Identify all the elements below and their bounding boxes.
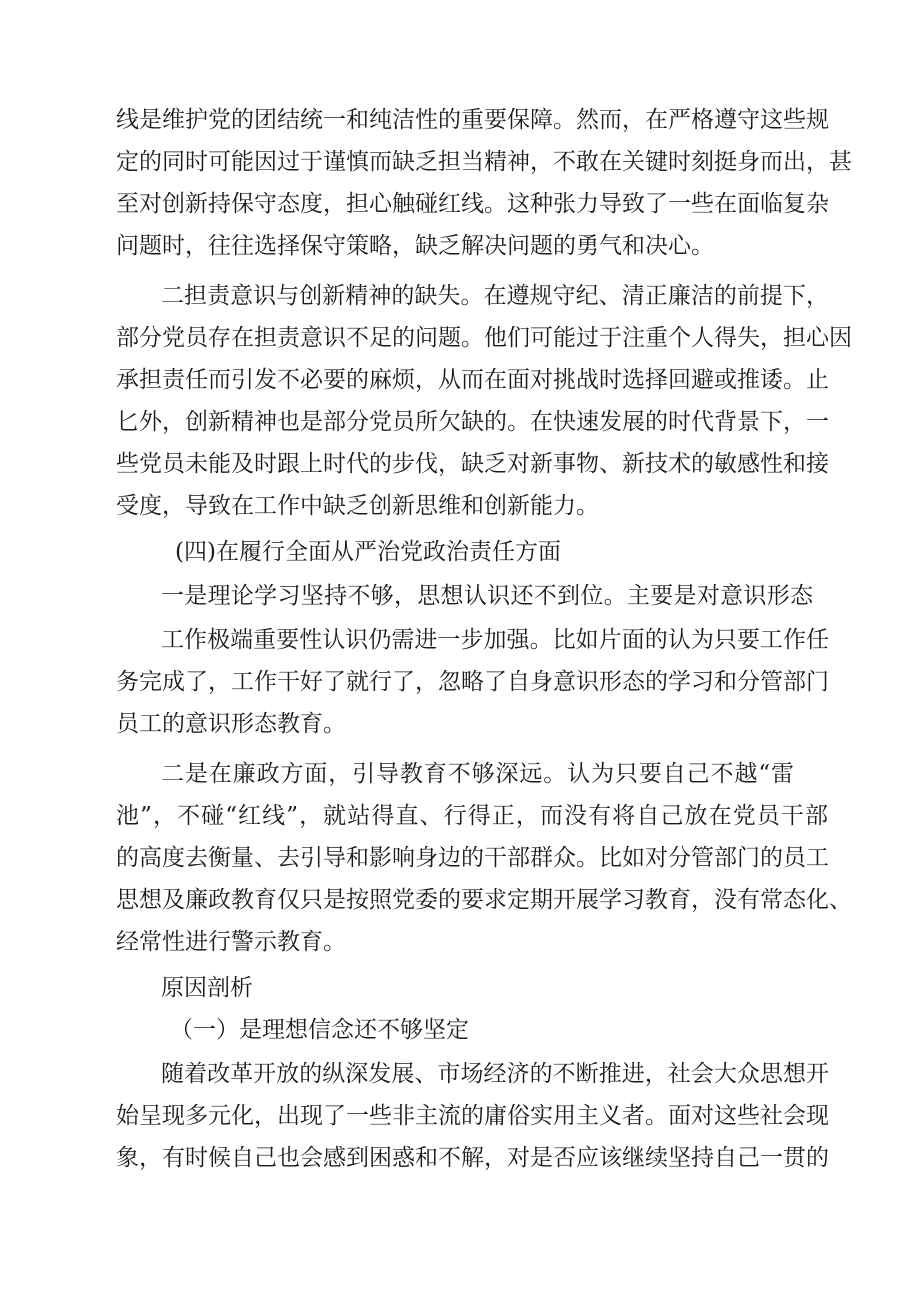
text-line: 一是理论学习坚持不够，思想认识还不到位。主要是对意识形态 xyxy=(161,583,813,609)
section-heading: (四)在履行全面从严治党政治责任方面 xyxy=(175,539,561,565)
text-line: 员工的意识形态教育。 xyxy=(116,711,346,737)
text-line: 务完成了，工作干好了就行了，忽略了自身意识形态的学习和分管部门 xyxy=(116,669,829,695)
text-line: 些党员未能及时跟上时代的步伐，缺乏对新事物、新技术的敏感性和接 xyxy=(116,451,829,477)
text-line: 池”，不碰“红线”，就站得直、行得正，而没有将自己放在党员干部 xyxy=(116,803,828,829)
text-line: 思想及廉政教育仅只是按照党委的要求定期开展学习教育，没有常态化、 xyxy=(116,887,852,913)
text-line: 始呈现多元化，出现了一些非主流的庸俗实用主义者。面对这些社会现 xyxy=(116,1103,829,1129)
text-line: 工作极端重要性认识仍需进一步加强。比如片面的认为只要工作任 xyxy=(161,627,829,653)
text-line: 问题时，往往选择保守策略，缺乏解决问题的勇气和决心。 xyxy=(116,233,714,259)
text-line: 至对创新持保守态度，担心触碰红线。这种张力导致了一些在面临复杂 xyxy=(116,191,829,217)
text-line: 部分党员存在担责意识不足的问题。他们可能过于注重个人得失，担心因 xyxy=(116,325,852,351)
text-line: 二担责意识与创新精神的缺失。在遵规守纪、清正廉洁的前提下， xyxy=(161,283,829,309)
text-line: 线是维护党的团结统一和纯洁性的重要保障。然而，在严格遵守这些规 xyxy=(116,107,829,133)
text-line: 承担责任而引发不必要的麻烦，从而在面对挑战时选择回避或推诿。止 xyxy=(116,367,829,393)
text-line: 匕外，创新精神也是部分党员所欠缺的。在快速发展的时代背景下，一 xyxy=(116,409,829,435)
subsection-heading: （一）是理想信念还不够坚定 xyxy=(170,1017,469,1043)
text-line: 随着改革开放的纵深发展、市场经济的不断推进，社会大众思想开 xyxy=(161,1061,829,1087)
text-line: 二是在廉政方面，引导教育不够深远。认为只要自己不越“雷 xyxy=(161,761,794,787)
text-line: 定的同时可能因过于谨慎而缺乏担当精神，不敢在关键时刻挺身而出，甚 xyxy=(116,149,852,175)
section-heading: 原因剖析 xyxy=(161,975,253,1001)
text-line: 的高度去衡量、去引导和影响身边的干部群众。比如对分管部门的员工 xyxy=(116,845,829,871)
text-line: 受度，导致在工作中缺乏创新思维和创新能力。 xyxy=(116,493,599,519)
text-line: 经常性进行警示教育。 xyxy=(116,929,346,955)
text-line: 象，有时候自己也会感到困惑和不解，对是否应该继续坚持自己一贯的 xyxy=(116,1145,829,1171)
